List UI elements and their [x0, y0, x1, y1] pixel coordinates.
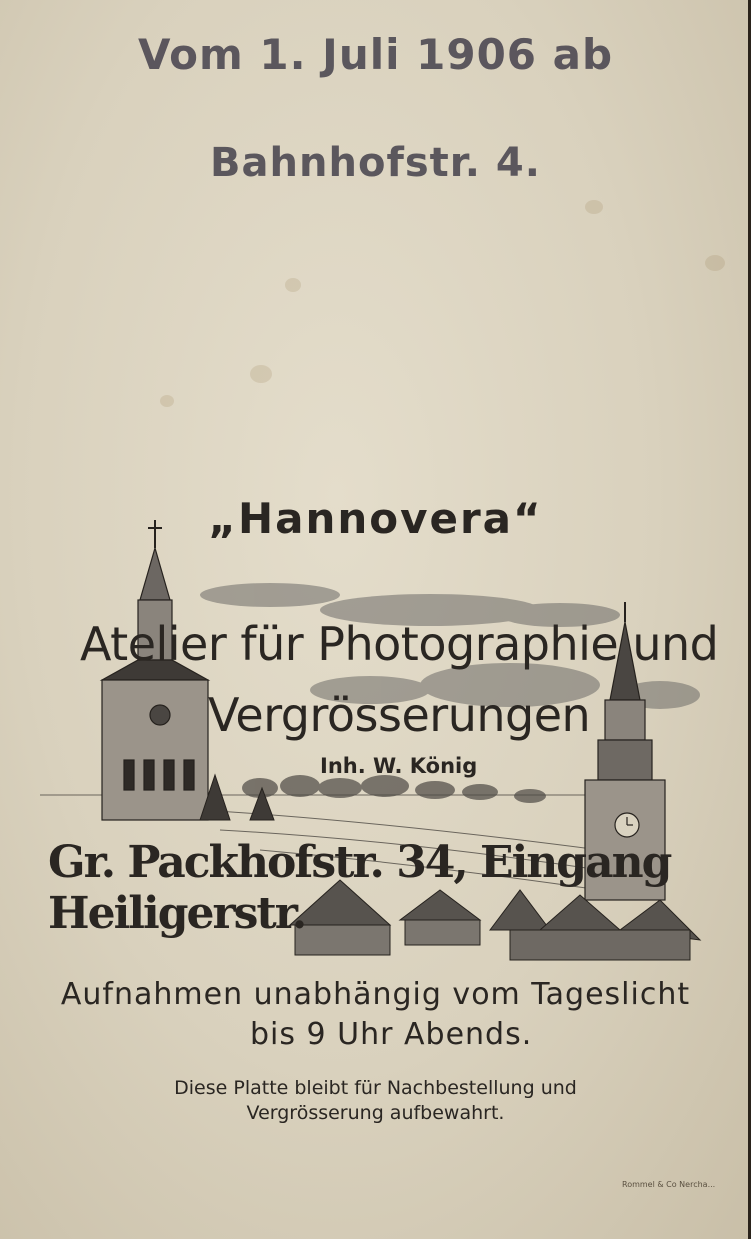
stain — [285, 278, 301, 292]
stain — [160, 395, 174, 407]
plate-note-line1: Diese Platte bleibt für Nachbestellung und — [174, 1077, 577, 1099]
new-address-stamp: Bahnhofstr. 4. — [210, 140, 541, 186]
studio-tagline-line1: Atelier für Photographie und — [80, 617, 719, 671]
hours-notice-line2: bis 9 Uhr Abends. — [250, 1017, 533, 1052]
stain — [585, 200, 603, 214]
plate-note-line2: Vergrösserung aufbewahrt. — [246, 1102, 505, 1124]
studio-name: „Hannovera“ — [208, 494, 543, 543]
stain — [250, 365, 272, 383]
printer-mark: Rommel & Co Nercha... — [622, 1180, 716, 1189]
studio-owner: Inh. W. König — [320, 754, 478, 778]
stain — [705, 255, 725, 271]
studio-tagline-line2: Vergrösserungen — [208, 688, 591, 742]
hours-notice-line1: Aufnahmen unabhängig vom Tageslicht — [60, 977, 691, 1012]
date-stamp: Vom 1. Juli 1906 ab — [137, 30, 614, 79]
studio-address: Gr. Packhofstr. 34, Eingang Heiligerstr. — [48, 837, 671, 939]
